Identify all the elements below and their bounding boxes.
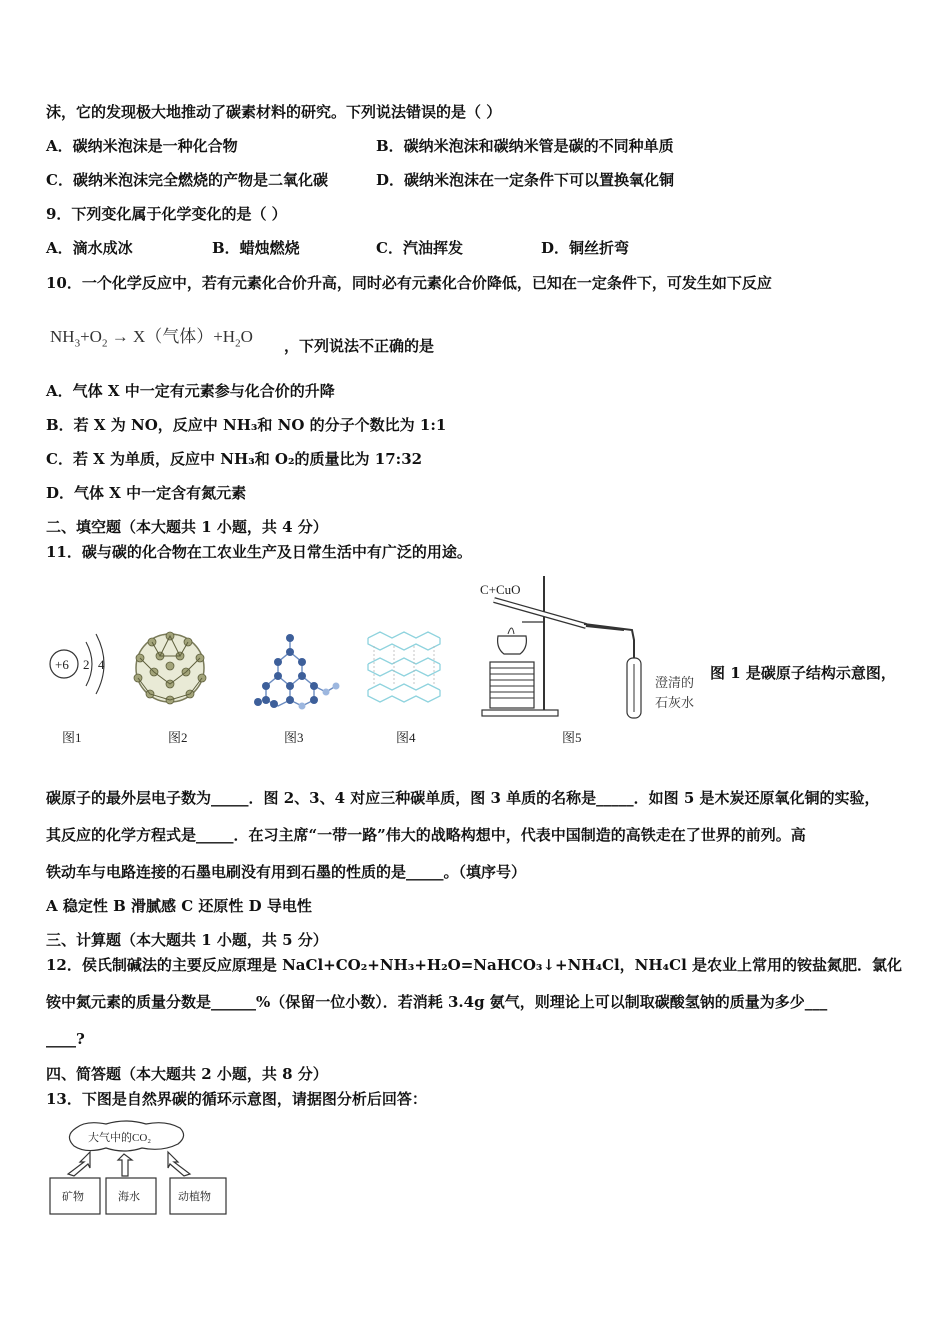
- box-organisms-label: 动植物: [178, 1191, 211, 1203]
- limewater-label-1: 澄清的: [655, 675, 695, 690]
- fig-label-1: 图1: [62, 730, 82, 745]
- q8-option-c: C．碳纳米泡沫完全燃烧的产物是二氧化碳: [46, 171, 328, 189]
- q11-choices: A 稳定性 B 滑腻感 C 还原性 D 导电性: [46, 897, 312, 915]
- reagent-label: C+CuO: [480, 582, 521, 597]
- q9-option-d: D．铜丝折弯: [541, 239, 630, 257]
- electron-shell-2: 4: [98, 657, 105, 672]
- q8-option-d: D．碳纳米泡沫在一定条件下可以置换氧化铜: [376, 171, 675, 189]
- q9-option-a: A．滴水成冰: [46, 239, 133, 257]
- q9-option-c: C．汽油挥发: [376, 239, 463, 257]
- q11-fig1-side-text: 图 1 是碳原子结构示意图，: [710, 664, 896, 682]
- fig-label-4: 图4: [396, 730, 416, 745]
- q11-line-2: 其反应的化学方程式是_____．在习主席“一带一路”伟大的战略构想中，代表中国制造的高铁走在了世界的前列。高: [46, 826, 806, 844]
- q10-option-d: D．气体 X 中一定含有氮元素: [46, 484, 247, 502]
- graphite-structure-diagram: [364, 630, 446, 710]
- q12-line-1: 12．侯氏制碱法的主要反应原理是 NaCl+CO₂+NH₃+H₂O=NaHCO₃↓+NH₄Cl，NH₄Cl 是农业上常用的铵盐氮肥．氯化: [46, 956, 902, 974]
- q10-stem: 10．一个化学反应中，若有元素化合价升高，同时必有元素化合价降低，已知在一定条件下，可发生如下反应: [46, 274, 772, 292]
- carbon-atom-diagram: [46, 620, 116, 710]
- q11-line-1: 碳原子的最外层电子数为_____．图 2、3、4 对应三种碳单质，图 3 单质的名称是_____．如图 5 是木炭还原氧化铜的实验，: [46, 789, 880, 807]
- q9-option-b: B．蜡烛燃烧: [212, 239, 300, 257]
- electron-shell-1: 2: [83, 657, 90, 672]
- q12-line-3: ____?: [46, 1030, 85, 1048]
- q10-option-b: B．若 X 为 NO，反应中 NH₃和 NO 的分子个数比为 1:1: [46, 416, 447, 434]
- section-2-heading: 二、填空题（本大题共 1 小题，共 4 分）: [46, 518, 328, 536]
- q8-option-b: B．碳纳米泡沫和碳纳米管是碳的不同种单质: [376, 137, 674, 155]
- fig-label-3: 图3: [284, 730, 304, 745]
- section-3-heading: 三、计算题（本大题共 1 小题，共 5 分）: [46, 931, 328, 949]
- box-minerals-label: 矿物: [62, 1191, 84, 1203]
- q8-option-a: A．碳纳米泡沫是一种化合物: [46, 137, 238, 155]
- fullerene-c60-diagram: [130, 628, 210, 708]
- q10-option-c: C．若 X 为单质，反应中 NH₃和 O₂的质量比为 17:32: [46, 450, 423, 468]
- q12-line-2: 铵中氮元素的质量分数是______%（保留一位小数）．若消耗 3.4g 氨气，则理论上可以制取碳酸氢钠的质量为多少___: [46, 993, 828, 1011]
- q11-stem: 11．碳与碳的化合物在工农业生产及日常生活中有广泛的用途。: [46, 543, 472, 561]
- carbon-cycle-diagram: [46, 1118, 236, 1222]
- section-4-heading: 四、简答题（本大题共 2 小题，共 8 分）: [46, 1065, 328, 1083]
- q8-stem: 沫，它的发现极大地推动了碳素材料的研究。下列说法错误的是（ ）: [46, 103, 502, 121]
- q10-option-a: A．气体 X 中一定有元素参与化合价的升降: [46, 382, 335, 400]
- nucleus-charge: +6: [55, 657, 69, 672]
- fig-label-2: 图2: [168, 730, 188, 745]
- q13-stem: 13．下图是自然界碳的循环示意图，请据图分析后回答：: [46, 1090, 427, 1108]
- q11-line-3: 铁动车与电路连接的石墨电刷没有用到石墨的性质的是_____。（填序号）: [46, 863, 527, 881]
- box-seawater-label: 海水: [118, 1191, 140, 1203]
- fig-label-5: 图5: [562, 730, 582, 745]
- diamond-structure-diagram: [246, 630, 342, 710]
- q10-stem-tail: ，下列说法不正确的是: [284, 337, 435, 355]
- q10-equation: $NH_3+O_2 \to X$（气体）$+H_2O$: [50, 327, 253, 350]
- limewater-label-2: 石灰水: [655, 695, 695, 710]
- q9-stem: 9．下列变化属于化学变化的是（ ）: [46, 205, 287, 223]
- cloud-label: 大气中的CO₂: [88, 1132, 152, 1144]
